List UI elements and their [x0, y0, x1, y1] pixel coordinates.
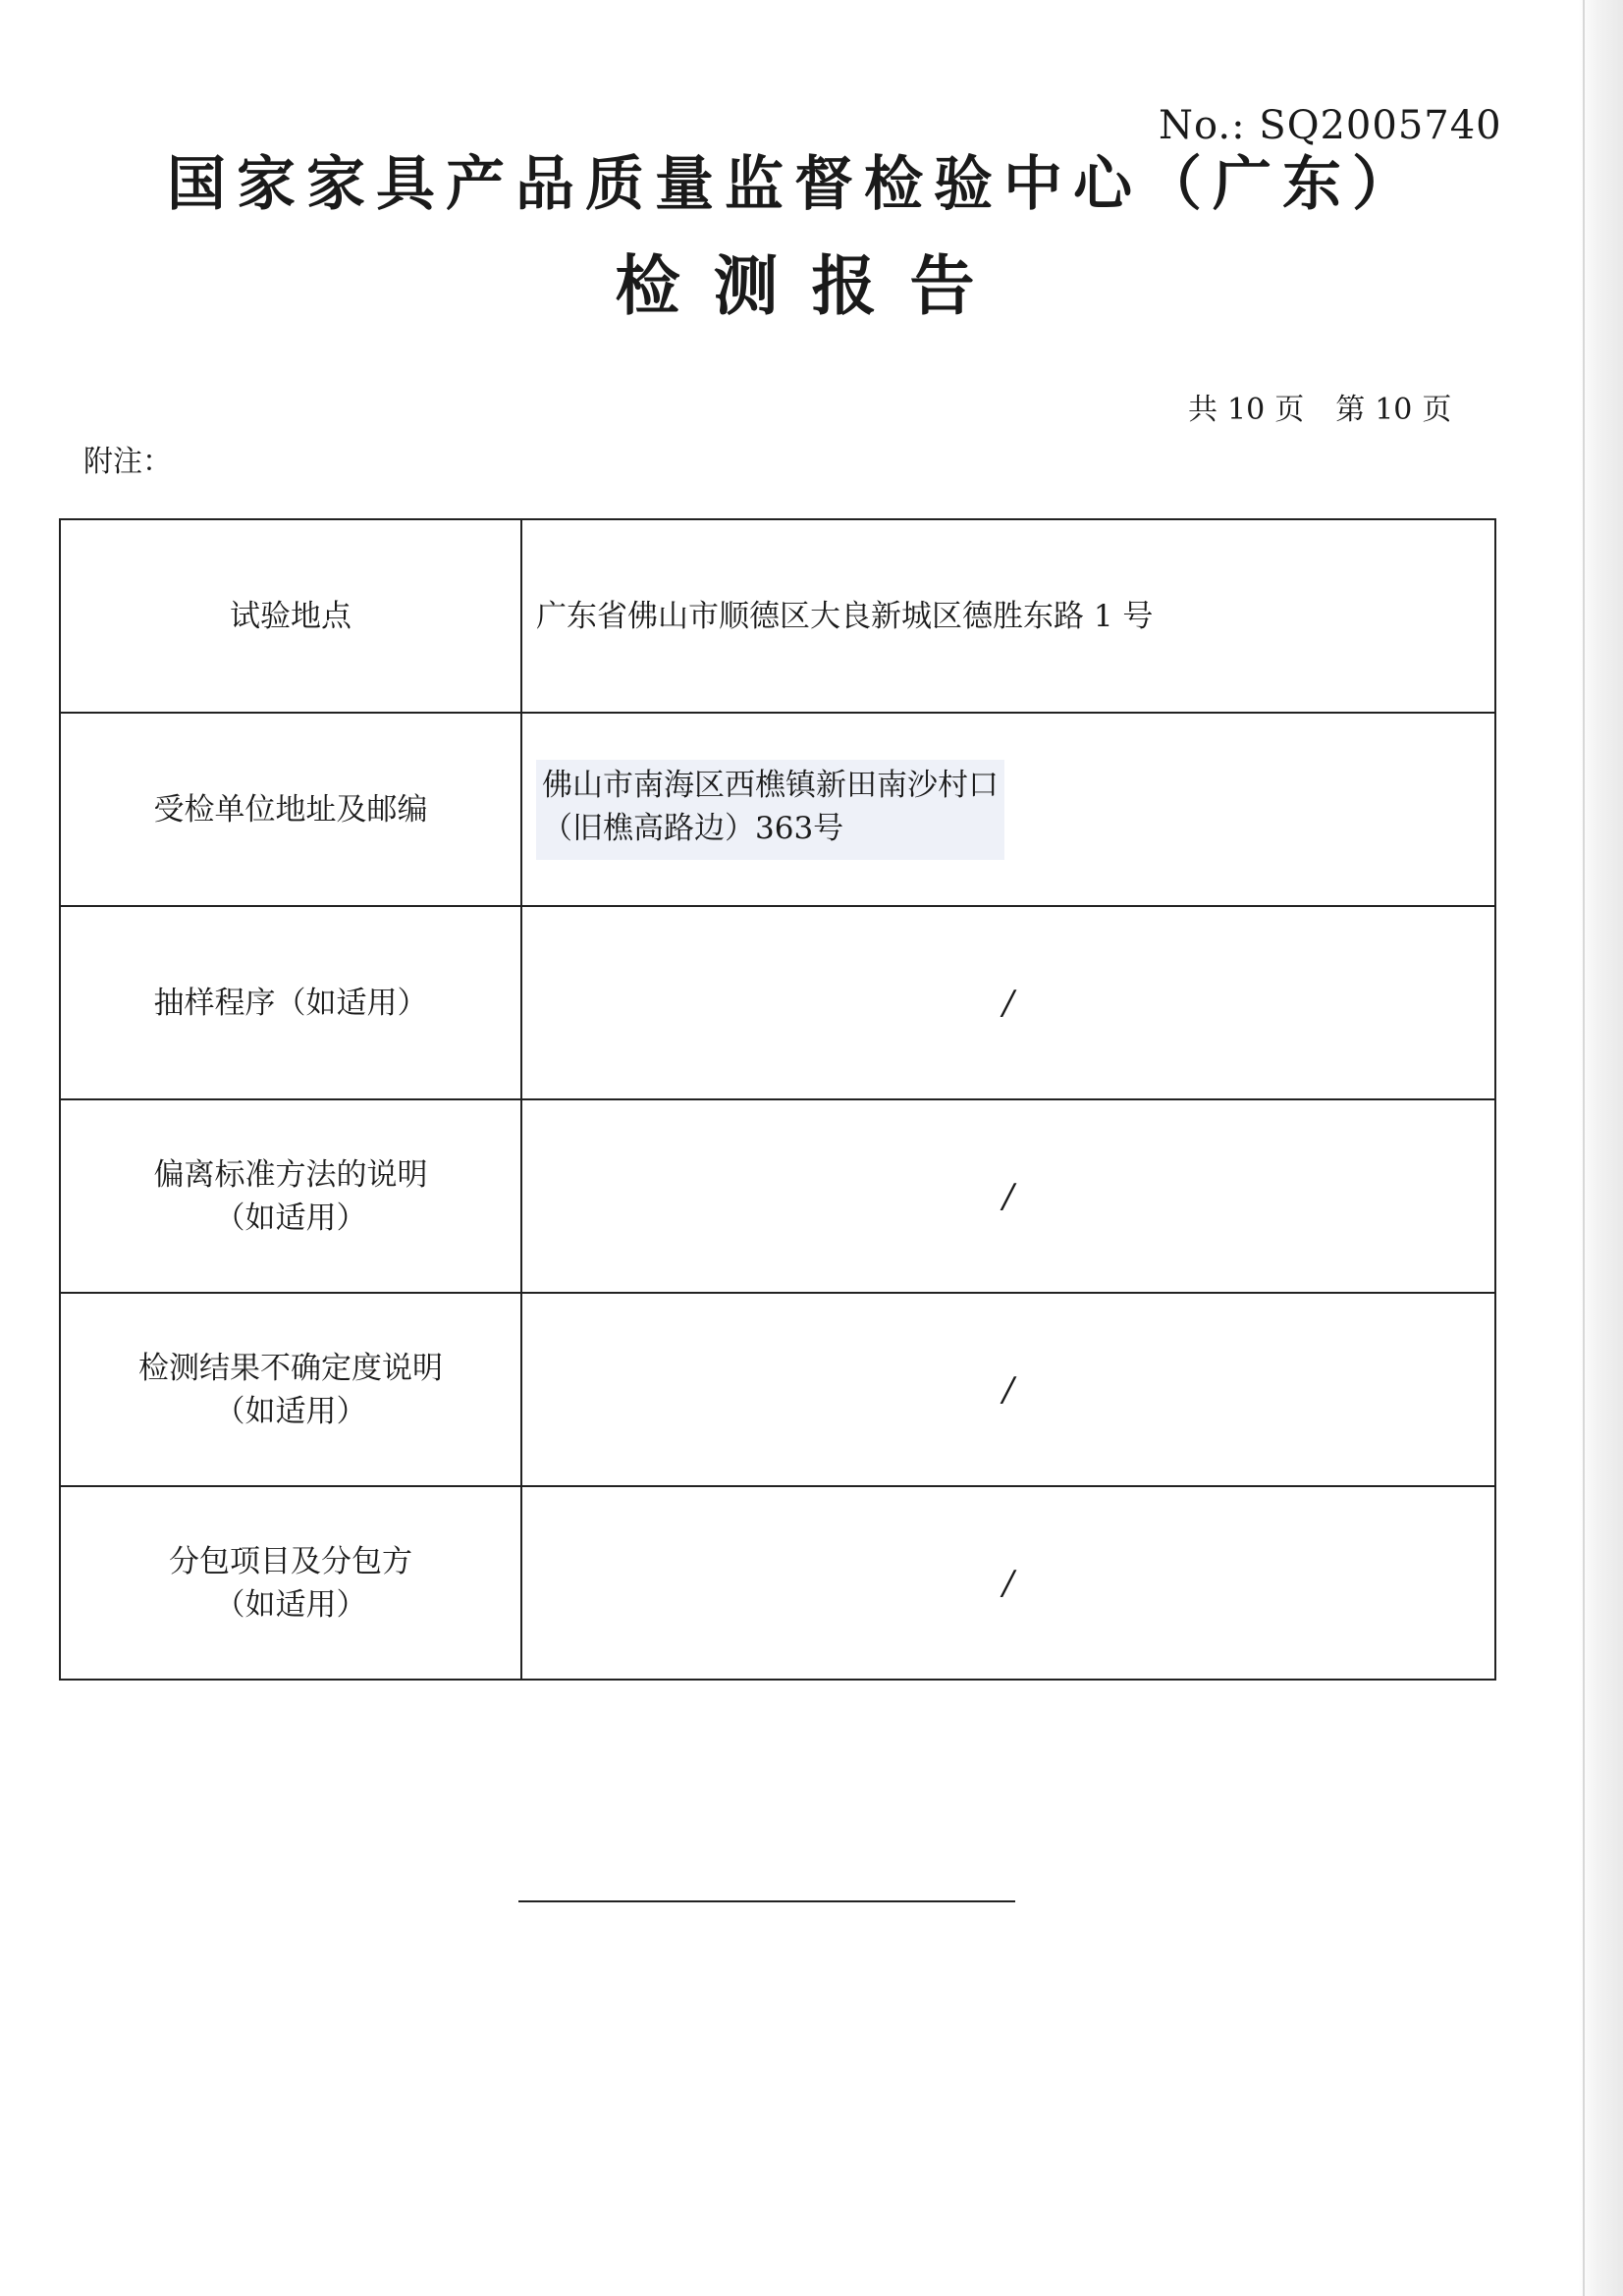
- report-title: 检测报告: [615, 247, 1008, 324]
- row-label: [60, 713, 521, 906]
- total-prefix: 共: [1188, 393, 1217, 427]
- row-value: [521, 1099, 1495, 1293]
- table-row-test-location: [60, 519, 1495, 713]
- current-suffix: 页: [1422, 393, 1452, 427]
- row-label-text: 偏离标准方法的说明: [153, 1156, 428, 1193]
- page-info: [1188, 385, 1461, 428]
- info-table: [59, 518, 1496, 1681]
- row-value: [521, 1293, 1495, 1486]
- row-value: [521, 1486, 1495, 1680]
- table-row-inspected-address: [60, 713, 1495, 906]
- row-label: [60, 1293, 521, 1486]
- row-label-text: 受检单位地址及邮编: [153, 791, 428, 828]
- total-pages: 10: [1227, 393, 1266, 427]
- row-label-text: 抽样程序（如适用）: [153, 985, 428, 1021]
- row-value-text: 广东省佛山市顺德区大良新城区德胜东路 1 号: [536, 598, 1154, 634]
- report-number: No.: SQ2005740: [1159, 103, 1502, 148]
- address-block: [536, 760, 1004, 860]
- end-of-report-line: [518, 1900, 1015, 1902]
- row-value: [521, 713, 1495, 906]
- organization-title: 国家家具产品质量监督检验中心（广东）: [167, 150, 1422, 219]
- scan-edge-shadow: [1579, 0, 1623, 2296]
- row-label-text: 检测结果不确定度说明: [138, 1350, 443, 1386]
- row-label: [60, 519, 521, 713]
- row-value: [521, 519, 1495, 713]
- total-suffix: 页: [1274, 393, 1305, 427]
- row-label-note: （如适用）: [214, 1393, 367, 1429]
- row-label-note: （如适用）: [214, 1586, 367, 1623]
- table-row-sampling-procedure: [60, 906, 1495, 1099]
- address-line-1: 佛山市南海区西樵镇新田南沙村口: [542, 767, 999, 803]
- scan-edge-line: [1583, 0, 1585, 2296]
- row-label-note: （如适用）: [214, 1200, 367, 1236]
- address-line-2: （旧樵高路边）363号: [542, 810, 844, 846]
- row-label: [60, 1486, 521, 1680]
- table-row-deviation-description: [60, 1099, 1495, 1293]
- row-label: [60, 1099, 521, 1293]
- table-row-uncertainty-description: [60, 1293, 1495, 1486]
- current-prefix: 第: [1335, 393, 1366, 427]
- row-value-text: /: [1002, 1369, 1014, 1410]
- row-label: [60, 906, 521, 1099]
- table-row-subcontracting: [60, 1486, 1495, 1680]
- row-value-text: /: [1002, 1563, 1014, 1603]
- row-label-text: 试验地点: [230, 598, 352, 634]
- row-label-text: 分包项目及分包方: [169, 1543, 412, 1579]
- row-value: [521, 906, 1495, 1099]
- row-value-text: /: [1002, 983, 1014, 1023]
- notes-label: 附注：: [83, 445, 172, 479]
- row-value-text: /: [1002, 1176, 1014, 1216]
- current-page: 10: [1375, 393, 1413, 427]
